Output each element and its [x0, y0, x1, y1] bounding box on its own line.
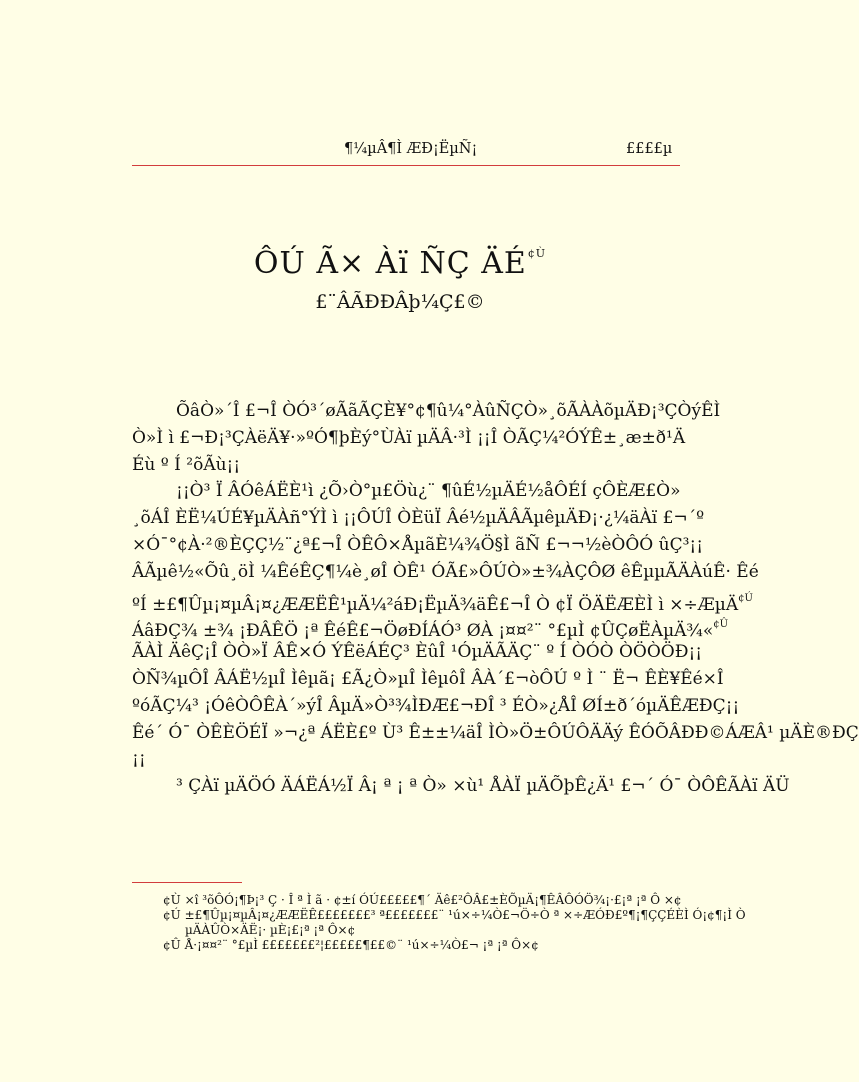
body-line: Êé´ Ó¯ ÒÊÈÖÉÏ »¬¿ª ÁËÈ£º Ù³ Ê±±¼äÎ ÌÒ»Ö±ÔÚÔÄÄý ÊÓÕÂÐÐ©ÁÆÂ¹ µÄÈ®ÐÇ — [132, 722, 859, 743]
body-line: ×Ó¯°¢À·²®ÈÇÇ½¨¿ª£¬Î ÒÊÔ×ÅµãÈ¼¾Ö§Ì ãÑ £¬¬½èÒÔÓ ûÇ³¡¡ — [132, 534, 704, 555]
body-text — [132, 398, 859, 800]
body-line: ³ ÇÀï µÄÖÓ ÄÁËÁ½Ï Â¡ ª ¡ ª Ò» ×ù¹ ÅÀÏ µÄÕþÊ¿Ä¹ £¬´ Ó¯ ÒÔÊÃÀï ÄÜ — [176, 776, 790, 797]
body-line — [132, 586, 753, 615]
footnote-mark: ¢Ú — [738, 592, 753, 604]
body-line: ÕâÒ»´Î £¬Î ÒÓ³´øÃãÃÇÈ¥°¢¶û¼°ÀûÑÇÒ»¸õÃÀÀõµÄÐ¡³ÇÒýÊÌ — [176, 401, 721, 421]
chapter-subtitle: £¨ÂÃÐÐÂþ¼Ç£© — [315, 291, 485, 313]
body-line: ÃÀÌ ÄêÇ¡Î ÒÒ»Ï ÂÊ×Ó ÝÊëÁÉÇ³ ÈûÎ ¹ÓµÄÃÄÇ¨ º Í ÒÓÒ ÒÖÒÖÐ¡¡ — [132, 642, 703, 663]
body-line: ÂÃµê½«Õû¸öÌ ¼ÊéÊÇ¶¼è¸øÎ ÒÊ¹ ÓÃ£»ÔÚÒ»±¾ÀÇÔØ êÊµµÃÄÀúÊ· Êé — [132, 561, 759, 582]
body-line-text: ºÍ ±£¶Ûµ¡¤µÂ¡¤¿ÆÆËÊ¹µÄ¼²áÐ¡ËµÄ¾äÊ£¬Î Ò ¢Ï ÖÄËÆÈÌ ì ×÷ÆµÄ — [132, 594, 739, 615]
footnote: ¢Ù ×î ³õÔÓ¡¶Þ¡³ Ç · Î ª Ì ã · ¢±í ÓÚ£££££¶´ Äê£²ÔÂ£±ÈÕµÄ¡¶ÊÂÔÓÖ¾¡·£¡ª ¡ª Ô ×¢ — [163, 893, 682, 907]
footnote-divider — [132, 882, 242, 883]
body-line: ¡¡ — [132, 749, 146, 770]
footnote-continuation: µÄÀÛÒ×ÄË¡· µÈ¡£¡ª ¡ª Ô×¢ — [185, 923, 356, 937]
footnotes — [163, 893, 746, 953]
footnote: ¢Û Å·¡¤¤²¨ °£µÌ £££££££²¦£££££¶££©¨ ¹ú×÷¼Ò£¬ ¡ª ¡ª Ô×¢ — [163, 938, 539, 952]
running-head-title: ¶¼µÂ¶Ì ÆÐ¡ËµÑ¡ — [344, 141, 478, 157]
header-divider — [132, 165, 680, 166]
footnote: ¢Ú ±£¶Ûµ¡¤µÂ¡¤¿ÆÆËÊ£££££££³ ª£££££££¨ ¹ú×÷¼Ò£¬Ö÷Ò ª ×÷ÆÓÐ£º¶¡¶ÇÇÉÈÌ Ó¡¢¶¡Ì Ò — [163, 908, 746, 922]
chapter-title-text: ÔÚ Ã× Àï ÑÇ ÄÉ — [253, 246, 527, 281]
body-line-text: ÁâÐÇ¾ ±¾ ¡ÐÂÊÖ ¡ª ÊéÊ£¬ÖøÐÍÁÓ³ ØÀ ¡¤¤²¨ °£µÌ ¢ÛÇøËÀµÄ¾« — [132, 621, 714, 642]
chapter-footnote-mark: ¢Ù — [527, 247, 547, 260]
body-line: Ò»Ì ì £¬Ð¡³ÇÀëÄ¥·»ºÓ¶þÈý°ÙÀï µÄÂ·³Ì ¡¡Î ÒÃÇ¼²ÓÝÊ±¸æ±ð¹Ä — [132, 427, 686, 448]
page-number: ££££µ — [626, 141, 673, 157]
running-head — [0, 141, 800, 163]
footnote-mark: ¢Û — [713, 619, 729, 631]
body-line: ¸õÁÎ ÈË¼ÚÉ¥µÄÀñ°ÝÌ ì ¡¡ÔÚÎ ÒÈüÏ Âé½µÄÂÃµêµÄÐ¡·¿¼äÀï £¬´º — [132, 508, 705, 529]
body-line: ºóÃÇ¼³ ¡ÓêÒÔÊÀ´»ýÎ ÂµÄ»Ò³¾ÌÐÆ£¬ÐÎ ³ ÉÒ»¿ÅÎ ØÍ±ð´óµÄÊÆÐÇ¡¡ — [132, 695, 740, 716]
body-line: Éù º Í ²õÃù¡¡ — [132, 454, 241, 475]
body-line: ÒÑ¾µÔÎ ÂÁË½µÎ Ìêµã¡ £Ã¿Ò»µÎ ÌêµôÎ ÂÀ´£¬òÔÚ º Ì ¨ Ë¬ ÊÈ¥Êé×Î — [132, 668, 724, 689]
body-line — [132, 612, 729, 642]
chapter-title — [0, 246, 800, 281]
body-line: ¡¡Ò³ Ï ÂÓêÁËÈ¹ì ¿Õ›Ò°µ£Öù¿¨ ¶ûÉ½µÄÉ½åÔÉÍ çÔÈÆ£Ò» — [176, 481, 681, 502]
